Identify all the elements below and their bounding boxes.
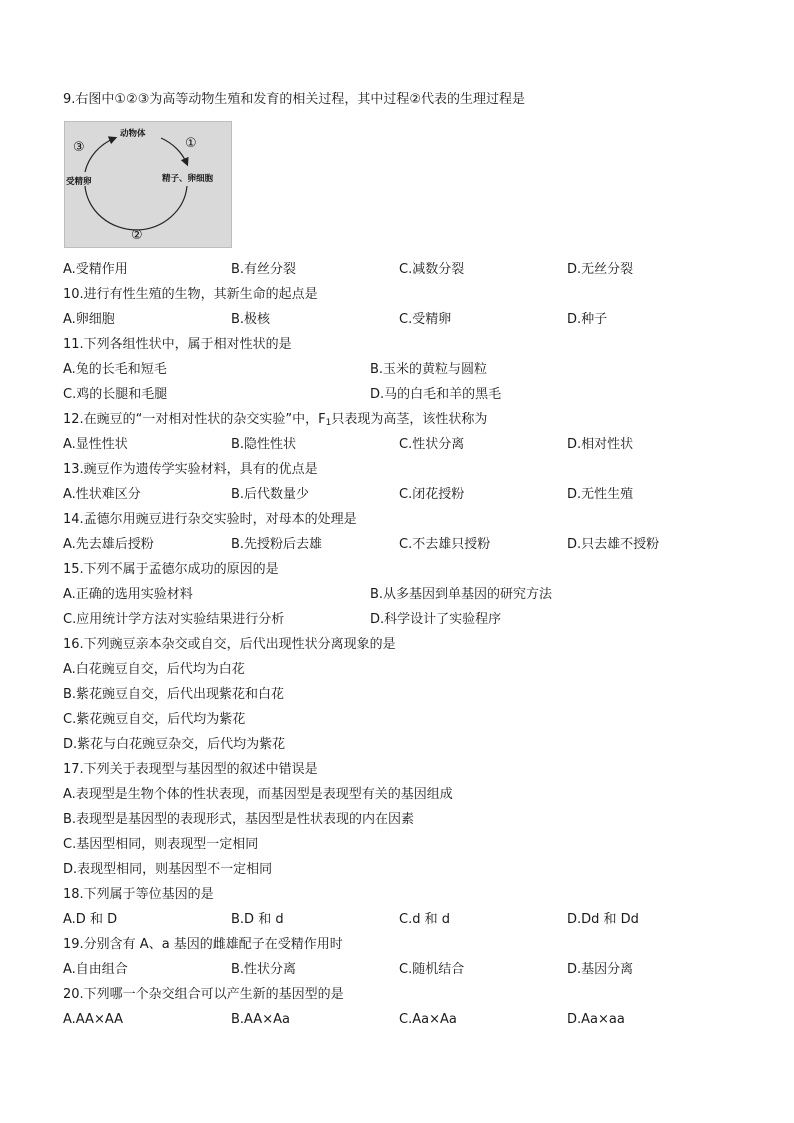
- q18-option-b: B.D 和 d: [231, 912, 284, 927]
- question-10-stem: 10.进行有性生殖的生物，其新生命的起点是: [63, 287, 318, 302]
- q9-option-c: C.减数分裂: [399, 262, 465, 277]
- q20-option-d: D.Aa×aa: [567, 1012, 625, 1027]
- step-3-label: ③: [73, 140, 85, 155]
- q15-option-a: A.正确的选用实验材料: [63, 587, 193, 602]
- q12-option-d: D.相对性状: [567, 437, 634, 452]
- q12-option-c: C.性状分离: [399, 437, 465, 452]
- question-12-stem: [63, 411, 487, 432]
- q13-option-b: B.后代数量少: [231, 487, 310, 502]
- step-2-label: ②: [131, 228, 143, 243]
- q9-option-a: A.受精作用: [63, 262, 128, 277]
- q19-option-b: B.性状分离: [231, 962, 297, 977]
- q16-option-a: A.白花豌豆自交，后代均为白花: [63, 662, 245, 677]
- q10-option-a: A.卵细胞: [63, 312, 115, 327]
- q9-option-d: D.无丝分裂: [567, 262, 634, 277]
- q13-option-c: C.闭花授粉: [399, 487, 465, 502]
- q13-option-a: A.性状难区分: [63, 487, 141, 502]
- q16-option-b: B.紫花豌豆自交，后代出现紫花和白花: [63, 687, 285, 702]
- node-gametes: 精子、卵细胞: [162, 174, 214, 184]
- q19-option-a: A.自由组合: [63, 962, 128, 977]
- q11-option-d: D.马的白毛和羊的黑毛: [370, 387, 502, 402]
- reproduction-cycle-figure: [64, 121, 232, 248]
- q18-option-a: A.D 和 D: [63, 912, 118, 927]
- question-20-stem: 20.下列哪一个杂交组合可以产生新的基因型的是: [63, 987, 344, 1002]
- q20-option-a: A.AA×AA: [63, 1012, 123, 1027]
- q17-option-c: C.基因型相同，则表现型一定相同: [63, 837, 259, 852]
- q20-option-c: C.Aa×Aa: [399, 1012, 457, 1027]
- question-11-stem: 11.下列各组性状中，属于相对性状的是: [63, 337, 292, 352]
- q12-option-b: B.隐性性状: [231, 437, 297, 452]
- q10-option-c: C.受精卵: [399, 312, 452, 327]
- q11-option-a: A.兔的长毛和短毛: [63, 362, 167, 377]
- q12-stem-part-b: 只表现为高茎，该性状称为: [331, 412, 488, 427]
- q14-option-c: C.不去雄只授粉: [399, 537, 491, 552]
- q19-option-c: C.随机结合: [399, 962, 465, 977]
- q16-option-d: D.紫花与白花豌豆杂交，后代均为紫花: [63, 737, 286, 752]
- q18-option-c: C.d 和 d: [399, 912, 450, 927]
- q19-option-d: D.基因分离: [567, 962, 634, 977]
- question-16-stem: 16.下列豌豆亲本杂交或自交，后代出现性状分离现象的是: [63, 637, 396, 652]
- question-9-stem: 9.右图中①②③为高等动物生殖和发育的相关过程，其中过程②代表的生理过程是: [63, 92, 526, 107]
- q17-option-d: D.表现型相同，则基因型不一定相同: [63, 862, 273, 877]
- q15-option-c: C.应用统计学方法对实验结果进行分析: [63, 612, 285, 627]
- q15-option-d: D.科学设计了实验程序: [370, 612, 502, 627]
- question-17-stem: 17.下列关于表现型与基因型的叙述中错误是: [63, 762, 318, 777]
- q17-option-a: A.表现型是生物个体的性状表现，而基因型是表现型有关的基因组成: [63, 787, 453, 802]
- q12-stem-subscript: 1: [325, 418, 332, 428]
- question-19-stem: 19.分别含有 A、a 基因的雌雄配子在受精作用时: [63, 937, 343, 952]
- question-14-stem: 14.孟德尔用豌豆进行杂交实验时，对母本的处理是: [63, 512, 357, 527]
- q11-option-c: C.鸡的长腿和毛腿: [63, 387, 168, 402]
- question-15-stem: 15.下列不属于孟德尔成功的原因的是: [63, 562, 279, 577]
- node-zygote: 受精卵: [66, 177, 92, 187]
- q14-option-b: B.先授粉后去雄: [231, 537, 323, 552]
- question-18-stem: 18.下列属于等位基因的是: [63, 887, 214, 902]
- node-animal-body: 动物体: [120, 129, 146, 139]
- q9-option-b: B.有丝分裂: [231, 262, 297, 277]
- q14-option-d: D.只去雄不授粉: [567, 537, 660, 552]
- q17-option-b: B.表现型是基因型的表现形式，基因型是性状表现的内在因素: [63, 812, 415, 827]
- q13-option-d: D.无性生殖: [567, 487, 634, 502]
- question-13-stem: 13.豌豆作为遗传学实验材料，具有的优点是: [63, 462, 318, 477]
- q18-option-d: D.Dd 和 Dd: [567, 912, 639, 927]
- q14-option-a: A.先去雄后授粉: [63, 537, 154, 552]
- q20-option-b: B.AA×Aa: [231, 1012, 290, 1027]
- q10-option-d: D.种子: [567, 312, 608, 327]
- q11-option-b: B.玉米的黄粒与圆粒: [370, 362, 488, 377]
- q16-option-c: C.紫花豌豆自交，后代均为紫花: [63, 712, 246, 727]
- step-1-label: ①: [185, 136, 197, 151]
- q15-option-b: B.从多基因到单基因的研究方法: [370, 587, 553, 602]
- q12-option-a: A.显性性状: [63, 437, 128, 452]
- q10-option-b: B.极核: [231, 312, 271, 327]
- q12-stem-part-a: 12.在豌豆的“一对相对性状的杂交实验”中，F: [63, 412, 326, 427]
